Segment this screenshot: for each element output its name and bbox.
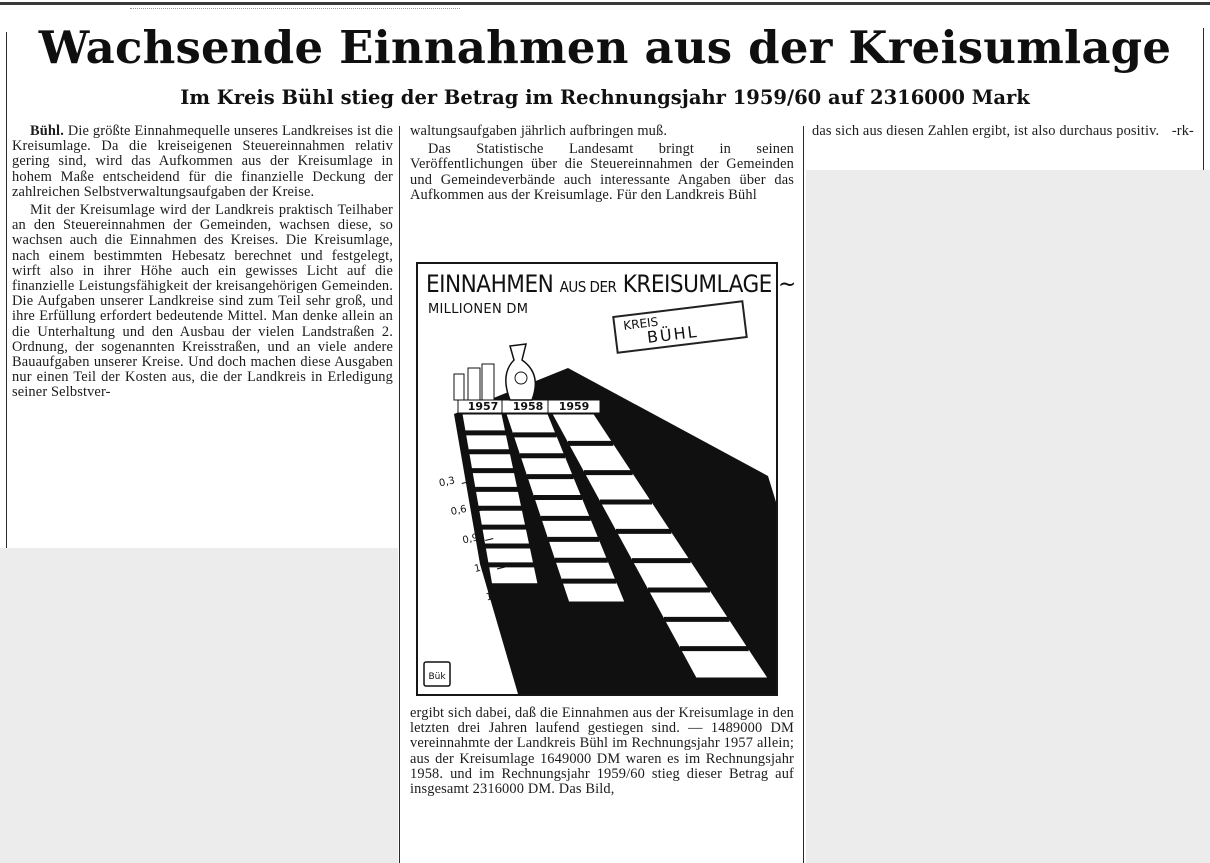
coin-stack-1957-b — [468, 368, 480, 400]
tick-label: 0,6 — [449, 503, 468, 518]
author-signature: -rk- — [1171, 123, 1194, 139]
category-label-1957: 1957 — [467, 400, 499, 413]
column-3 — [812, 124, 1194, 142]
faded-header-marks — [130, 8, 460, 15]
chart-title-part-3: KREISUMLAGE ~ — [622, 270, 796, 298]
coin-stack-1957 — [454, 374, 464, 400]
paragraph-2: Mit der Kreisumlage wird der Landkreis praktisch Teilhaber an den Steuereinnahmen der Gemeinden, wachsen diese, so wachsen auch die Einnahmen des Kreises. Die Kreisumlage, nach einem bestimmten Hebesatz berechnet und festgelegt, wirft also in ihrer Höhe auch ein gewisses Licht auf die finanzielle Leistungsfähigkeit der kreisangehörigen Gemeinden. Die Aufgaben unserer Landkreise sind zum Teil sehr groß, und ihre Erfüllung erfordert bedeutende Mittel. Man denke allein an die Unterhaltung und den Ausbau der vielen Landstraßen 2. Ordnung, der sogenannten Kreisstraßen, und an viele andere Bauaufgaben unserer Kreise. Und doch machen diese Ausgaben nur einen Teil der Kosten aus, die der Landkreis in Erledigung seiner Selbstver- — [12, 202, 393, 401]
empty-area-left — [0, 548, 398, 863]
tick-label: 1,8 — [496, 617, 515, 632]
chart-unit-label: MILLIONEN DM — [428, 302, 529, 317]
category-label-1958: 1958 — [512, 400, 544, 413]
stamp-line-1: KREIS — [622, 314, 659, 333]
tick-label: 2,4 — [520, 674, 539, 689]
column-rule-1 — [399, 126, 400, 863]
subheadline: Im Kreis Bühl stieg der Betrag im Rechnungsjahr 1959/60 auf 2316000 Mark — [180, 86, 1030, 109]
column-rule-2 — [803, 126, 804, 863]
left-border — [6, 32, 7, 548]
top-rule — [0, 2, 1210, 5]
chart-title-part-2: AUS DER — [559, 278, 617, 296]
chart-title-part-1: EINNAHMEN — [426, 270, 554, 298]
empty-area-right — [806, 170, 1210, 863]
paragraph-4: Das Statistische Landesamt bringt in seinen Veröffentlichungen über die Steuereinnahmen der Gemeinden und Gemeindeverbände auch interessante Angaben über das Aufkommen aus der Kreisumlage. Für den Landkreis Bühl — [410, 141, 794, 203]
infographic — [416, 262, 796, 696]
paragraph-3: waltungsaufgaben jährlich aufbringen muß. — [410, 123, 668, 139]
column-2-top — [410, 124, 794, 206]
tick-label: 2,1 — [508, 646, 527, 661]
tick-label: 0,3 — [438, 475, 456, 490]
paragraph-5: ergibt sich dabei, daß die Einnahmen aus der Kreisumlage in den letzten drei Jahren laufend gestiegen sind. — 1489000 DM vereinnahmte der Landkreis Bühl im Rechnungsjahr 1957 allein; aus der Kreisumlage 1649000 DM waren es im Rechnungsjahr 1958. und im Rechnungsjahr 1959/60 stieg dieser Betrag auf insgesamt 2316000 DM. Das Bild, — [410, 705, 794, 798]
category-label-1959: 1959 — [558, 400, 590, 413]
dateline: Bühl. — [30, 123, 64, 139]
tick-label: 1,2 — [473, 560, 492, 575]
paragraph-6: das sich aus diesen Zahlen ergibt, ist also durchaus positiv. — [812, 123, 1160, 139]
tick-label: 1,5 — [485, 589, 503, 604]
paragraph-1: Die größte Einnahmequelle unseres Landkreises ist die Kreisumlage. Da die kreiseigenen Steuereinnahmen relativ gering sind, wird das Aufkommen aus der Kreisumlage in hohem Maße entscheidend für die finanzielle Deckung der zahlreichen Selbstverwaltungsaufgaben der Kreise. — [12, 123, 393, 200]
column-1 — [12, 124, 393, 404]
column-2-bottom — [410, 706, 794, 800]
stamp-line-2: BÜHL — [645, 321, 700, 348]
tick-label: 0,9 — [461, 532, 480, 547]
headline: Wachsende Einnahmen aus der Kreisumlage — [38, 21, 1172, 74]
artist-logo-text: Bük — [428, 672, 446, 682]
chart-title — [426, 270, 796, 298]
coin-stack-1958 — [482, 364, 494, 400]
